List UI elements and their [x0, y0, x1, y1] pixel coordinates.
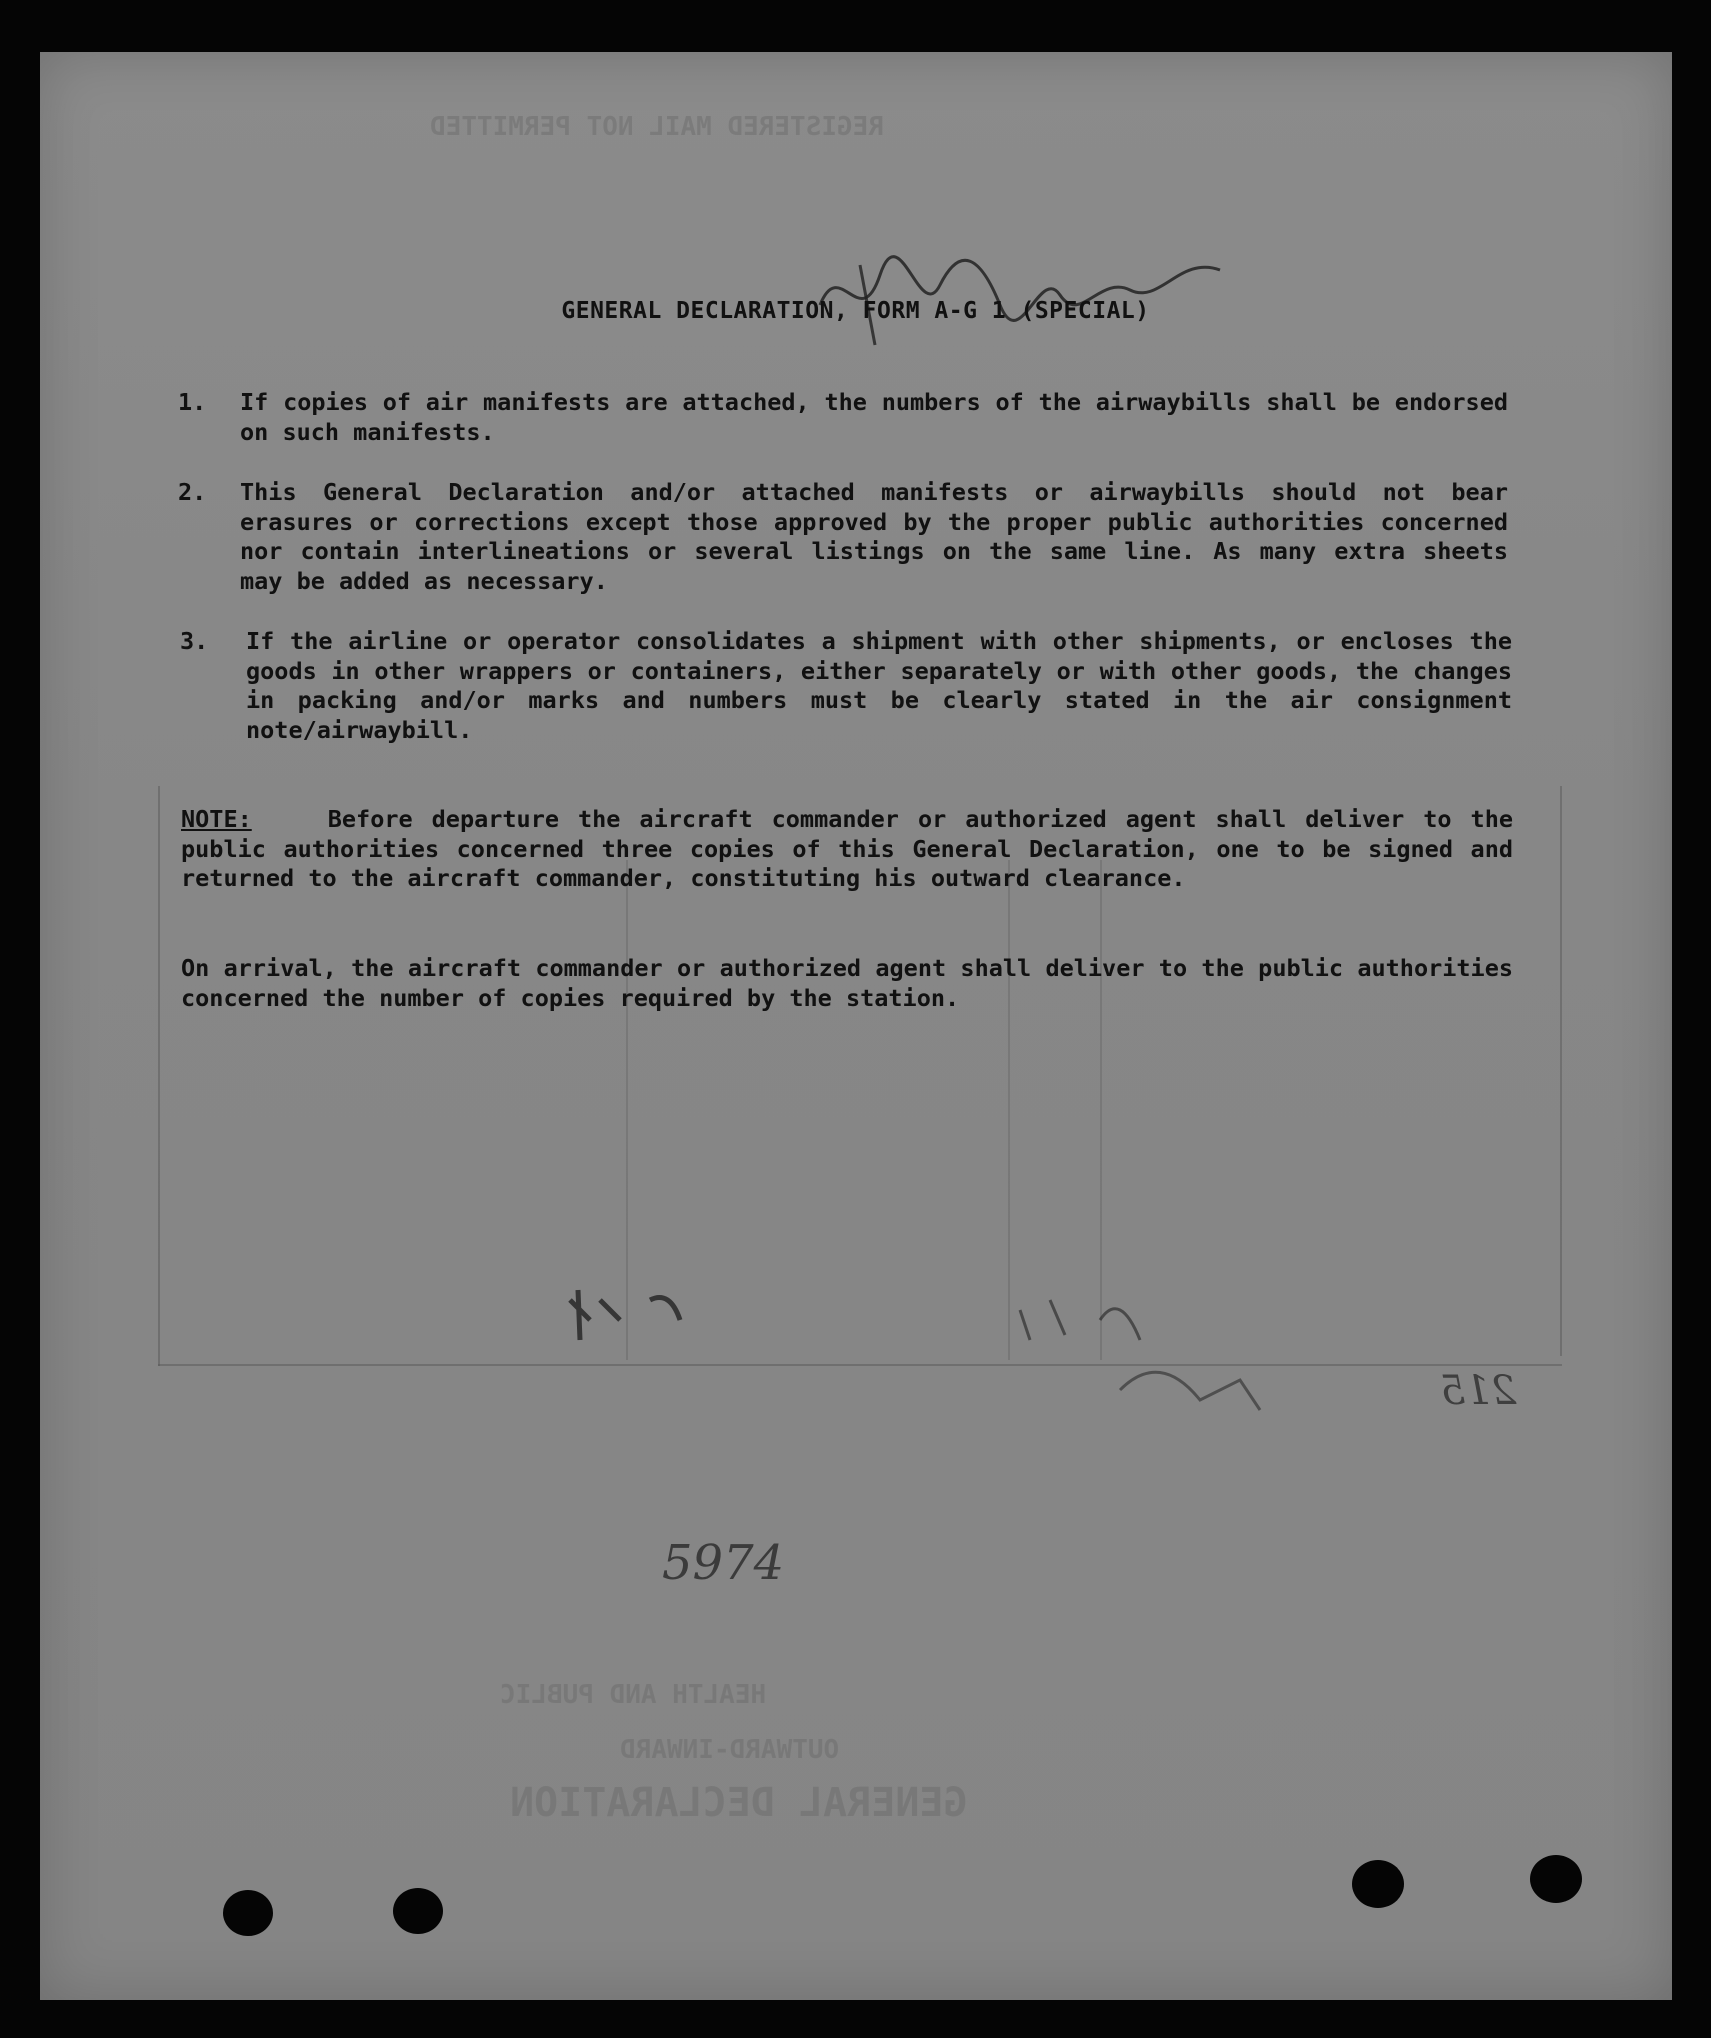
document-title: GENERAL DECLARATION, FORM A-G 1 (SPECIAL) — [561, 298, 1150, 324]
note-paragraph — [181, 805, 1513, 894]
note-text: Before departure the aircraft commander or authorized agent shall deliver to the public authorities concerned three copies of this General Declaration, one to be signed and returned to the aircraft commander, constituting his outward clearance. — [181, 805, 1514, 892]
item-number: 2. — [178, 478, 207, 506]
item-text: If copies of air manifests are attached, the numbers of the airwaybills shall be endorsed on such manifests. — [240, 388, 1508, 446]
instruction-item — [0, 388, 1711, 458]
bleed-through-line: GENERAL DECLARATION — [510, 1780, 968, 1826]
item-number: 1. — [178, 388, 207, 416]
frame-line — [158, 786, 160, 1366]
punch-hole — [223, 1890, 273, 1936]
handwritten-number: 5974 — [662, 1535, 785, 1591]
frame-line — [1560, 786, 1562, 1356]
item-text: If the airline or operator consolidates a shipment with other shipments, or encloses the goods in other wrappers or containers, either separately or with other goods, the changes in packing and/or marks and numbers must be clearly stated in the air consignment note/airwaybill. — [246, 627, 1512, 744]
punch-hole — [1530, 1855, 1582, 1903]
instruction-item — [0, 627, 1711, 757]
item-text: This General Declaration and/or attached manifests or airwaybills should not bear erasures or corrections except those approved by the proper public authorities concerned nor contain interlineations or several listings on the same line. As many extra sheets may be added as necessary. — [240, 478, 1508, 595]
instruction-item — [0, 478, 1711, 608]
margin-number: 215 — [1440, 1368, 1517, 1414]
punch-hole — [393, 1888, 443, 1934]
handwritten-marks — [560, 1280, 1320, 1440]
bleed-through-line: HEALTH AND PUBLIC — [500, 1680, 767, 1710]
arrival-paragraph — [181, 954, 1513, 1013]
arrival-text: On arrival, the aircraft commander or authorized agent shall deliver to the public authorities concerned the number of copies required by the station. — [181, 954, 1513, 1012]
bleed-through-line: REGISTERED MAIL NOT PERMITTED — [430, 112, 884, 142]
bleed-through-line: OUTWARD-INWARD — [620, 1735, 840, 1765]
item-number: 3. — [180, 627, 209, 655]
punch-hole — [1352, 1860, 1404, 1908]
signature-scribble — [800, 235, 1250, 355]
note-label: NOTE: — [181, 805, 252, 833]
